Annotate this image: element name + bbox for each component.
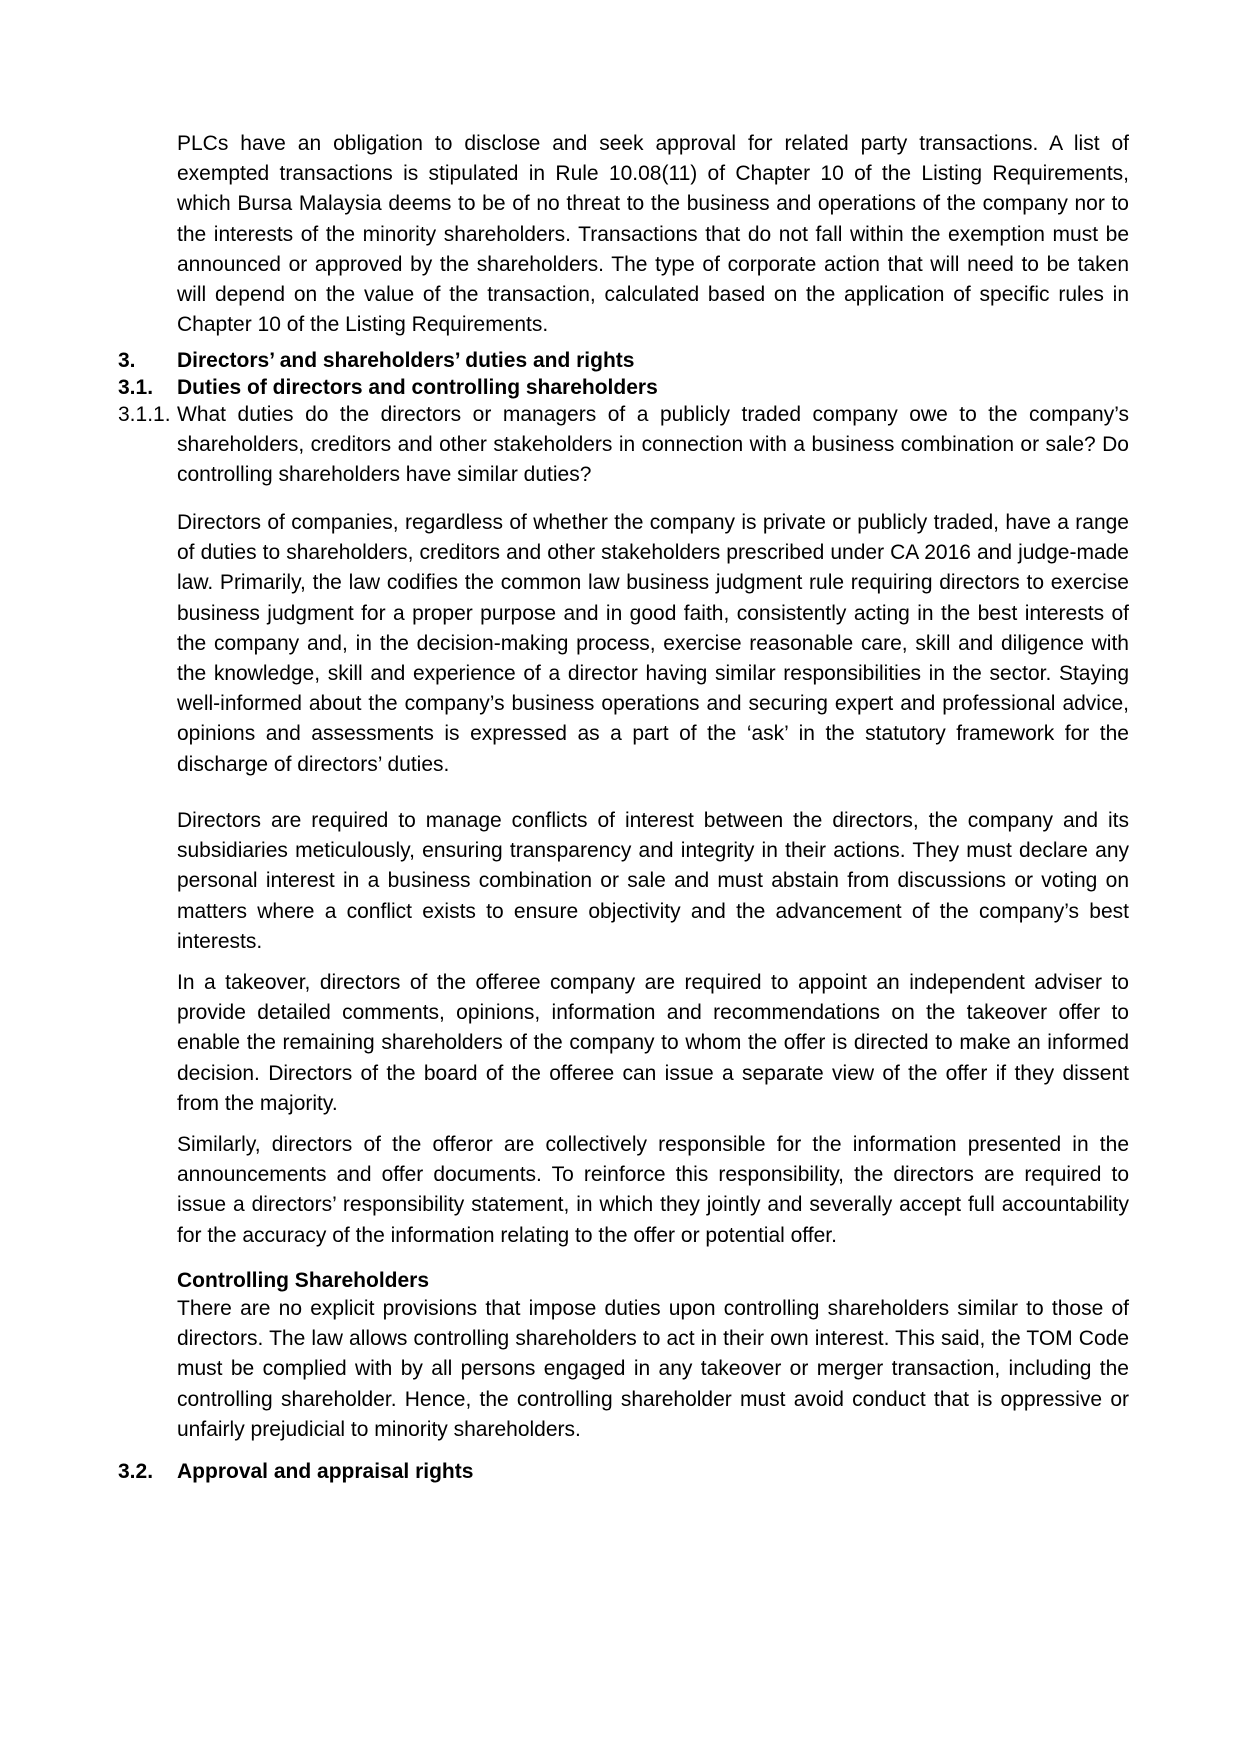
question-3-1-1 bbox=[118, 400, 1129, 491]
question-number: 3.1.1. bbox=[118, 403, 171, 426]
heading-title: Duties of directors and controlling shareholders bbox=[177, 376, 658, 399]
paragraph-offeror-responsibility: Similarly, directors of the offeror are collectively responsible for the information presented in the announcements and offer documents. To reinforce this responsibility, the directors are required to issue a directors’ responsibility statement, in which they jointly and severally accept full accountability for the accuracy of the information relating to the offer or potential offer. bbox=[177, 1133, 1129, 1247]
heading-title: Approval and appraisal rights bbox=[177, 1460, 474, 1483]
heading-number: 3.1. bbox=[118, 376, 154, 399]
heading-section-3 bbox=[0, 346, 1241, 376]
paragraph-takeover-offeree: In a takeover, directors of the offeree company are required to appoint an independent adviser to provide detailed comments, opinions, information and recommendations on the takeover offer to enable the remaining shareholders of the company to whom the offer is directed to make an informed decision. Directors of the board of the offeree can issue a separate view of the offer if they dissent from the majority. bbox=[177, 971, 1129, 1115]
heading-title: Directors’ and shareholders’ duties and rights bbox=[177, 349, 635, 372]
heading-number: 3.2. bbox=[118, 1460, 154, 1483]
heading-number: 3. bbox=[118, 349, 136, 372]
paragraph-conflicts-of-interest: Directors are required to manage conflicts of interest between the directors, the company and its subsidiaries meticulously, ensuring transparency and integrity in their actions. They must declare any personal interest in a business combination or sale and must abstain from discussions or voting on matters where a conflict exists to ensure objectivity and the advancement of the company’s best interests. bbox=[177, 809, 1129, 953]
heading-section-3-1 bbox=[0, 373, 1241, 403]
question-text: What duties do the directors or managers of a publicly traded company owe to the company’s shareholders, creditors and other stakeholders in connection with a business combination or sale? Do controlling shareholders have similar duties? bbox=[177, 403, 1129, 487]
paragraph-related-party-transactions: PLCs have an obligation to disclose and seek approval for related party transactions. A list of exempted transactions is stipulated in Rule 10.08(11) of Chapter 10 of the Listing Requirements, which Bursa Malaysia deems to be of no threat to the business and operations of the company nor to the interests of the minority shareholders. Transactions that do not fall within the exemption must be announced or approved by the shareholders. The type of corporate action that will need to be taken will depend on the value of the transaction, calculated based on the application of specific rules in Chapter 10 of the Listing Requirements. bbox=[177, 132, 1129, 337]
heading-section-3-2 bbox=[0, 1457, 1241, 1487]
subheading-controlling-shareholders: Controlling Shareholders bbox=[177, 1269, 430, 1292]
paragraph-directors-duties: Directors of companies, regardless of whether the company is private or publicly traded, have a range of duties to shareholders, creditors and other stakeholders prescribed under CA 2016 and judge-made law. Primarily, the law codifies the common law business judgment rule requiring directors to exercise business judgment for a proper purpose and in good faith, consistently acting in the best interests of the company and, in the decision-making process, exercise reasonable care, skill and diligence with the knowledge, skill and experience of a director having similar responsibilities in the sector. Staying well-informed about the company’s business operations and securing expert and professional advice, opinions and assessments is expressed as a part of the ‘ask’ in the statutory framework for the discharge of directors’ duties. bbox=[177, 511, 1129, 776]
paragraph-controlling-shareholders: There are no explicit provisions that impose duties upon controlling shareholders similar to those of directors. The law allows controlling shareholders to act in their own interest. This said, the TOM Code must be complied with by all persons engaged in any takeover or merger transaction, including the controlling shareholder. Hence, the controlling shareholder must avoid conduct that is oppressive or unfairly prejudicial to minority shareholders. bbox=[177, 1297, 1129, 1441]
